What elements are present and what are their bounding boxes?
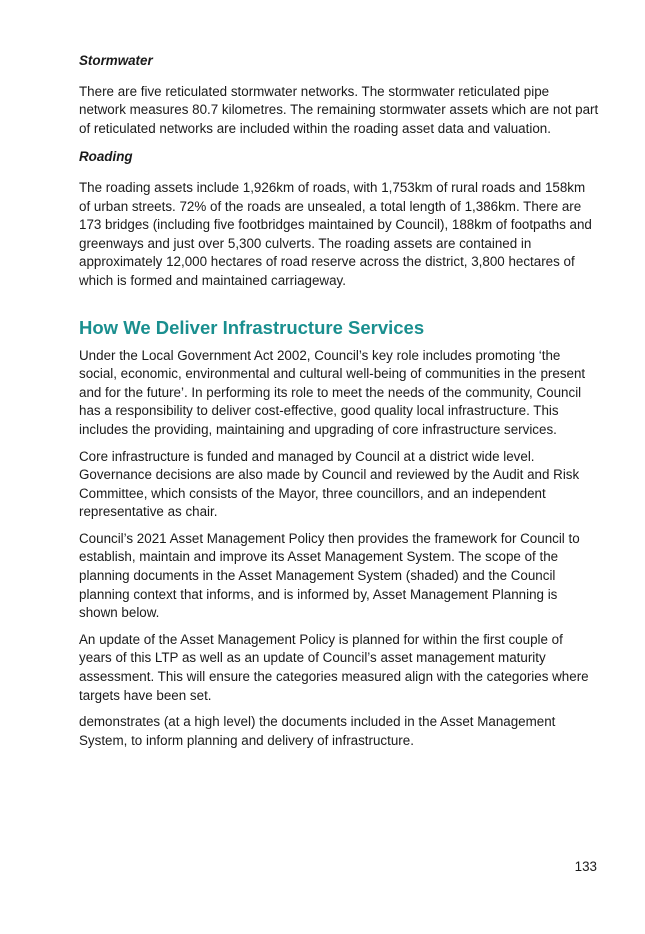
stormwater-heading: Stormwater bbox=[79, 53, 153, 68]
delivery-paragraph-5: demonstrates (at a high level) the documents included in the Asset Management System, to inform planning and delivery of infrastructure. bbox=[79, 714, 556, 748]
roading-paragraph: The roading assets include 1,926km of roads, with 1,753km of rural roads and 158km of urban streets. 72% of the roads are unsealed, a total length of 1,386km. There are 173 bridges (including five footbridges maintained by Council), 188km of footpaths and greenways and just over 5,300 culverts. The roading assets are contained in approximately 12,000 hectares of road reserve across the district, 3,800 hectares of which is formed and maintained carriageway. bbox=[79, 179, 592, 288]
stormwater-paragraph: There are five reticulated stormwater networks. The stormwater reticulated pipe network measures 80.7 kilometres. The remaining stormwater assets which are not part of reticulated networks are included within the roading asset data and valuation. bbox=[79, 83, 599, 136]
delivery-paragraph-4: An update of the Asset Management Policy is planned for within the first couple of years of this LTP as well as an update of Council’s asset management maturity assessment. This will ensure the categories measured align with the categories where targets have been set. bbox=[79, 631, 589, 703]
delivery-paragraph-2: Core infrastructure is funded and managed by Council at a district wide level. Governance decisions are also made by Council and reviewed by the Audit and Risk Committee, which consists of the Mayor, three councillors, and an independent representative as chair. bbox=[79, 448, 580, 520]
page-number: 133 bbox=[574, 859, 597, 874]
delivery-paragraph-1: Under the Local Government Act 2002, Council’s key role includes promoting ‘the social, economic, environmental and cultural well-being of communities in the present and for the future’. In performing its role to meet the needs of the community, Council has a responsibility to deliver cost-effective, good quality local infrastructure. This includes the providing, maintaining and upgrading of core infrastructure services. bbox=[79, 347, 586, 437]
section-heading: How We Deliver Infrastructure Services bbox=[79, 316, 425, 338]
delivery-paragraph-3: Council’s 2021 Asset Management Policy then provides the framework for Council to establish, maintain and improve its Asset Management System. The scope of the planning documents in the Asset Management System (shaded) and the Council planning context that informs, and is informed by, Asset Management Planning is shown below. bbox=[79, 530, 580, 621]
document-page bbox=[79, 52, 599, 758]
roading-heading: Roading bbox=[79, 149, 133, 165]
